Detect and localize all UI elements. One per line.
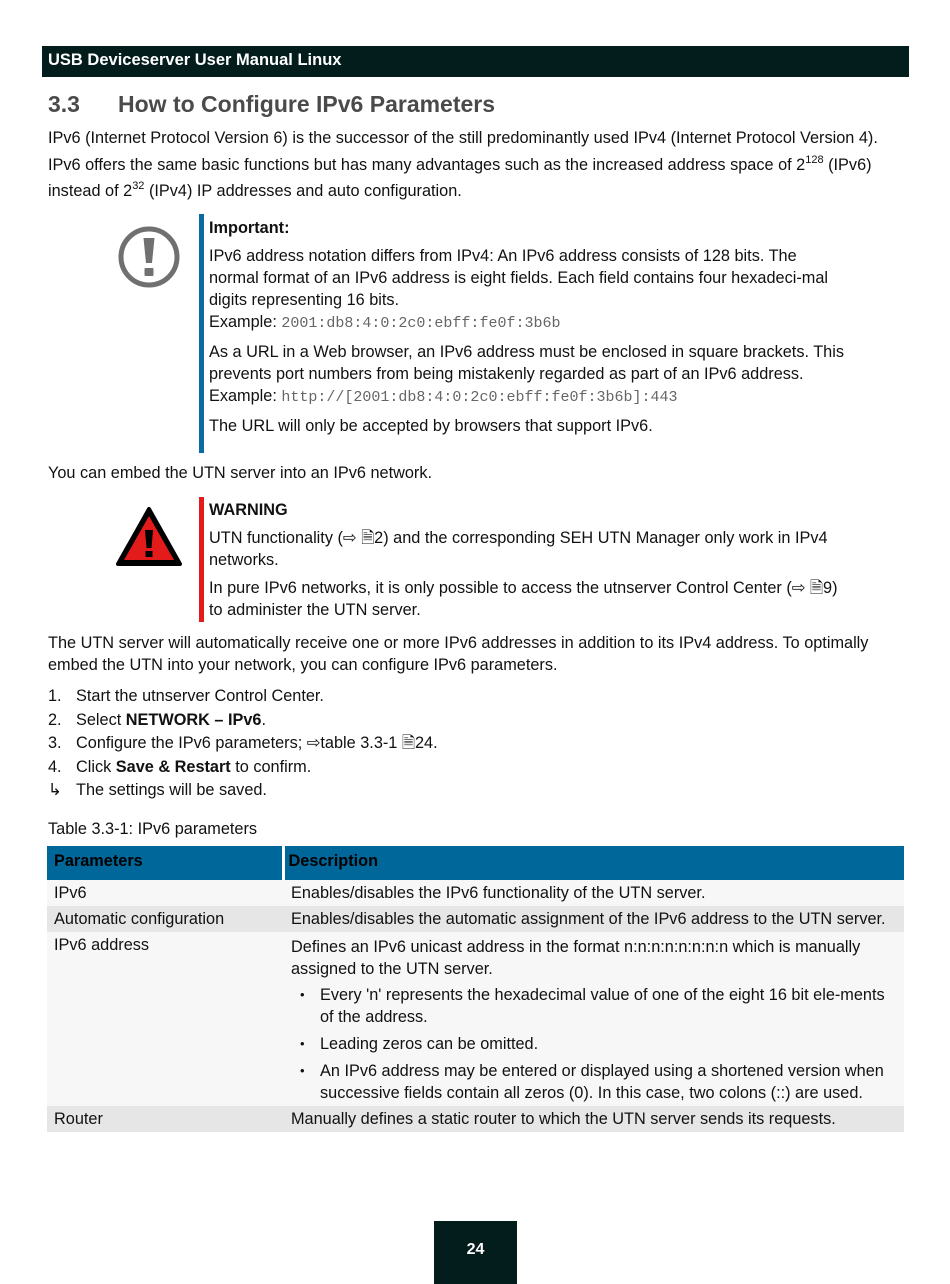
important-text-2: As a URL in a Web browser, an IPv6 address must be enclosed in square brackets. This prevents port numbers from being mistakenly regarded as part of an IPv6 address.	[209, 343, 844, 383]
bullet-item: • Every 'n' represents the hexadecimal value of one of the eight 16 bit ele-ments of the address.	[300, 986, 885, 1026]
important-accent-bar	[199, 214, 204, 453]
warning-text-1: UTN functionality (⇨ 🗎2) and the corresponding SEH UTN Manager only work in IPv4 networks.	[209, 529, 828, 569]
important-example-2: Example: http://[2001:db8:4:0:2c0:ebff:fe0f:3b6b]:443	[209, 387, 678, 406]
important-text-3: The URL will only be accepted by browsers that support IPv6.	[209, 417, 653, 435]
table-header-row	[47, 846, 904, 880]
section-title	[48, 89, 495, 119]
section-heading: How to Configure IPv6 Parameters	[118, 91, 496, 117]
warning-text-2: In pure IPv6 networks, it is only possible to access the utnserver Control Center (⇨ 🗎9) to administer the UTN server.	[209, 579, 838, 619]
param-cell: Automatic configuration	[47, 906, 283, 932]
step-result: ↳ The settings will be saved.	[48, 781, 267, 799]
step-item: 1. Start the utnserver Control Center.	[48, 687, 324, 705]
description-cell: Manually defines a static router to which the UTN server sends its requests.	[283, 1106, 904, 1132]
bullet-item: • An IPv6 address may be entered or displayed using a shortened version when successive fields contain all zeros (0). In this case, two colons (::) are used.	[300, 1062, 884, 1102]
table-row	[47, 906, 904, 932]
step-item: 2. Select NETWORK – IPv6.	[48, 710, 267, 729]
table-row	[47, 932, 904, 1106]
page-number: 24	[434, 1221, 517, 1284]
warning-accent-bar	[199, 497, 204, 622]
column-header: Parameters	[47, 846, 283, 880]
param-cell: IPv6 address	[47, 932, 283, 1106]
description-cell: Enables/disables the IPv6 functionality of the UTN server.	[283, 880, 904, 906]
important-example-1: Example: 2001:db8:4:0:2c0:ebff:fe0f:3b6b	[209, 313, 561, 332]
important-title: Important:	[209, 219, 290, 237]
important-icon	[117, 225, 181, 289]
table-caption: Table 3.3-1: IPv6 parameters	[48, 820, 258, 838]
embed-paragraph: You can embed the UTN server into an IPv6 network.	[48, 464, 433, 482]
important-note	[209, 217, 849, 437]
exponent-128: 128	[805, 153, 824, 166]
table-row	[47, 880, 904, 906]
important-text-1: IPv6 address notation differs from IPv4: An IPv6 address consists of 128 bits. The normal format of an IPv6 address is eight fields. Each field contains four hexadeci-mal digits representing 16 bits.	[209, 247, 828, 309]
param-cell: IPv6	[47, 880, 283, 906]
result-arrow-icon: ↳	[48, 781, 62, 799]
steps-list	[48, 685, 908, 803]
column-header: Description	[283, 846, 904, 880]
step-item: 3. Configure the IPv6 parameters; ⇨table 3.3-1 🗎24.	[48, 734, 438, 752]
bullet-list	[291, 984, 894, 1104]
warning-note	[209, 499, 849, 621]
exponent-32: 32	[132, 180, 145, 192]
step-item: 4. Click Save & Restart to confirm.	[48, 757, 312, 776]
intro-paragraph: IPv6 (Internet Protocol Version 6) is the successor of the still predominantly used IPv4 (Internet Protocol Version 4). IPv6 offers the same basic functions but has many advantages such as the increased address space of $2^{128}$ (IPv6) instead of $2^{32}$ (IPv4) IP addresses and auto configuration.	[48, 129, 878, 200]
document-header: USB Deviceserver User Manual Linux	[42, 46, 909, 77]
table-row	[47, 1106, 904, 1132]
param-cell: Router	[47, 1106, 283, 1132]
warning-title: WARNING	[209, 501, 288, 519]
description-cell: Enables/disables the automatic assignment of the IPv6 address to the UTN server.	[283, 906, 904, 932]
ipv6-parameters-table	[47, 846, 904, 1132]
description-cell: Defines an IPv6 unicast address in the format n:n:n:n:n:n:n:n which is manually assigned to the UTN server. • Every 'n' represents the hexadecimal value of one of the eight 16 bit ele-ments of the address. • Leading zeros can be omitted. • An IPv6 address may be entered or displayed using a shortened version when successive fields contain all zeros (0). In this case, two colons (::) are used.	[283, 932, 904, 1106]
bullet-item: • Leading zeros can be omitted.	[300, 1035, 539, 1053]
warning-icon	[115, 506, 183, 568]
section-number: 3.3	[48, 91, 80, 117]
auto-config-paragraph: The UTN server will automatically receive one or more IPv6 addresses in addition to its IPv4 address. To optimally embed the UTN into your network, you can configure IPv6 parameters.	[48, 634, 869, 674]
